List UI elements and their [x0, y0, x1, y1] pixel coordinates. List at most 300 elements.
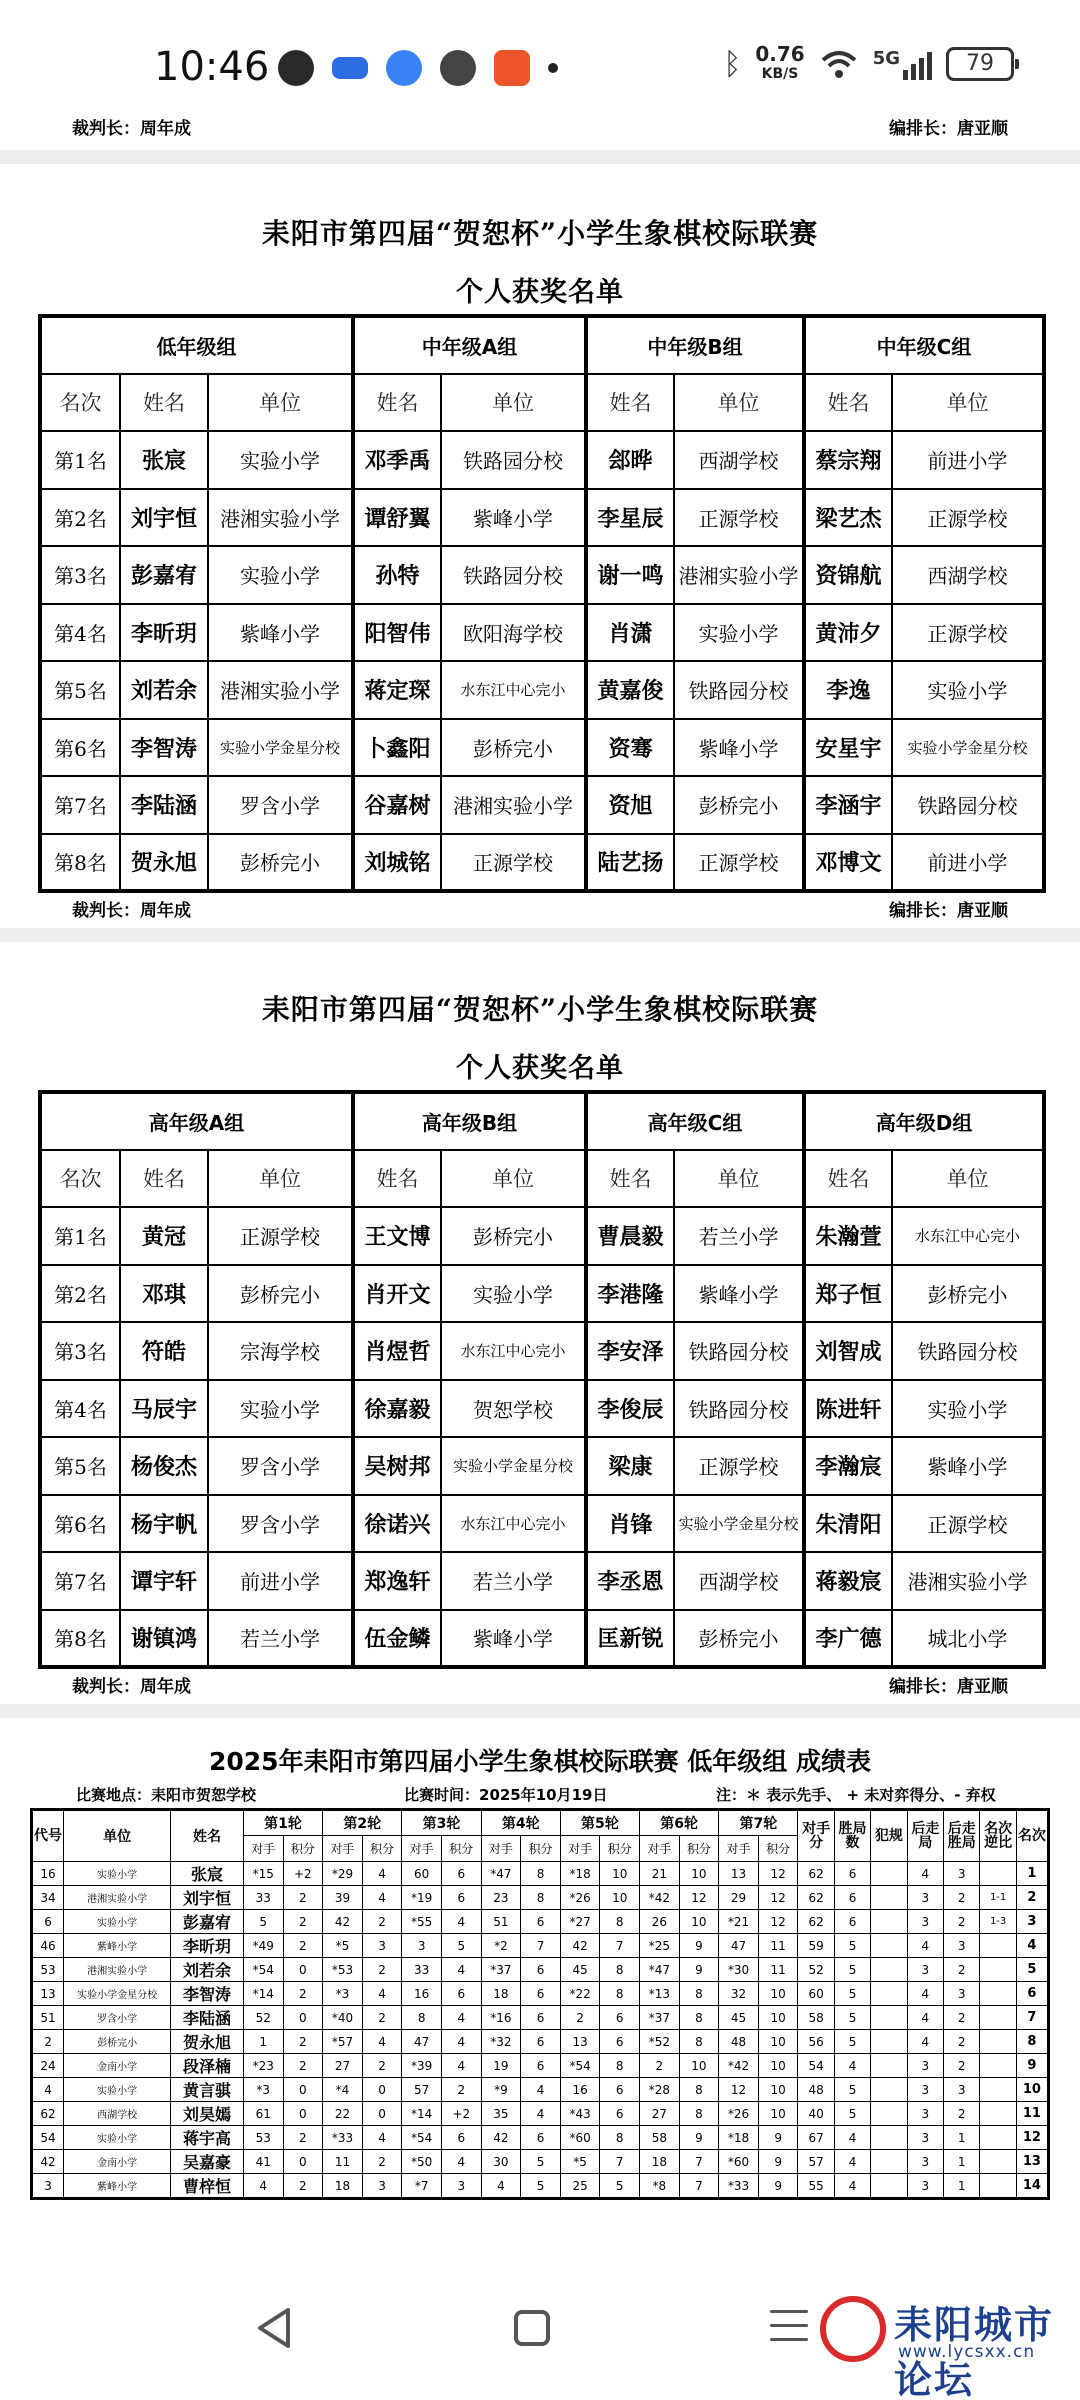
table-row	[32, 1886, 1049, 1910]
col-header-unit: 单位	[892, 374, 1044, 432]
notification-icons	[278, 50, 558, 86]
round-points: 8	[600, 2126, 640, 2150]
winner-name: 马辰宇	[120, 1380, 208, 1438]
head-to-head	[980, 2006, 1016, 2030]
system-icons	[723, 44, 1014, 84]
round-opponent: 21	[640, 1862, 680, 1886]
winner-name: 郐晔	[586, 431, 674, 489]
battery-icon: 79	[946, 47, 1014, 81]
winner-name: 谢镇鸿	[120, 1610, 208, 1668]
referee-line-sheet2	[0, 1668, 1080, 1696]
round-opponent: *30	[719, 1958, 759, 1982]
col-header-opp-score: 对手分	[798, 1810, 834, 1862]
col-header-unit: 单位	[208, 374, 353, 432]
table-row	[32, 1982, 1049, 2006]
winner-unit: 实验小学金星分校	[674, 1495, 804, 1553]
round-points: 10	[679, 2054, 719, 2078]
round-opponent: 18	[481, 1982, 521, 2006]
head-to-head	[980, 2174, 1016, 2199]
more-dot-icon	[548, 63, 558, 73]
player-name: 李智涛	[171, 1982, 244, 2006]
col-header-name: 姓名	[586, 1150, 674, 1208]
round-points: 7	[600, 1934, 640, 1958]
winner-name: 李星辰	[586, 489, 674, 547]
winner-unit: 正源学校	[892, 604, 1044, 662]
winner-name: 刘若余	[120, 661, 208, 719]
rank-cell: 第3名	[40, 1322, 120, 1380]
award-row	[40, 1207, 1044, 1265]
final-rank: 14	[1016, 2174, 1048, 2199]
group-header: 低年级组	[40, 316, 353, 374]
menu-icon[interactable]	[770, 2310, 808, 2352]
round-opponent: 61	[243, 2102, 283, 2126]
winner-unit: 前进小学	[892, 431, 1044, 489]
black-games: 4	[907, 2030, 943, 2054]
winner-unit: 铁路园分校	[892, 1322, 1044, 1380]
round-points: 8	[679, 1982, 719, 2006]
winner-unit: 正源学校	[674, 489, 804, 547]
round-points: 10	[758, 2006, 798, 2030]
winner-unit: 实验小学金星分校	[892, 719, 1044, 777]
player-no: 53	[32, 1958, 64, 1982]
player-unit: 罗含小学	[64, 2006, 171, 2030]
winner-name: 蒋定琛	[353, 661, 441, 719]
round-opponent: *14	[243, 1982, 283, 2006]
wins: 5	[834, 2006, 870, 2030]
round-header: 第2轮	[323, 1810, 402, 1836]
winner-unit: 铁路园分校	[441, 431, 586, 489]
round-points: 6	[521, 2054, 561, 2078]
round-opponent: *9	[481, 2078, 521, 2102]
round-points: 2	[283, 2030, 323, 2054]
fouls	[871, 2030, 907, 2054]
opponent-score: 62	[798, 1862, 834, 1886]
round-points: 6	[600, 2078, 640, 2102]
round-opponent: 27	[323, 2054, 363, 2078]
winner-unit: 港湘实验小学	[441, 776, 586, 834]
winner-name: 李俊辰	[586, 1380, 674, 1438]
round-points: 2	[362, 1910, 402, 1934]
round-points: 6	[521, 2030, 561, 2054]
round-opponent: *26	[560, 1886, 600, 1910]
player-name: 张宸	[171, 1862, 244, 1886]
round-points: 4	[441, 1910, 481, 1934]
round-points: 6	[441, 1886, 481, 1910]
head-to-head	[980, 2150, 1016, 2174]
final-rank: 2	[1016, 1886, 1048, 1910]
fouls	[871, 2078, 907, 2102]
round-points: 9	[679, 1934, 719, 1958]
winner-unit: 彭桥完小	[674, 1610, 804, 1668]
table-row	[32, 2006, 1049, 2030]
table-row	[32, 2054, 1049, 2078]
winner-name: 杨俊杰	[120, 1437, 208, 1495]
round-points: 0	[283, 2102, 323, 2126]
winner-unit: 水东江中心完小	[441, 661, 586, 719]
round-opponent: *2	[481, 1934, 521, 1958]
winner-unit: 彭桥完小	[892, 1265, 1044, 1323]
round-points: 0	[362, 2102, 402, 2126]
round-opponent: 19	[481, 2054, 521, 2078]
round-opponent: *49	[243, 1934, 283, 1958]
award-row	[40, 1610, 1044, 1668]
referee-line-top	[0, 110, 1080, 138]
final-rank: 3	[1016, 1910, 1048, 1934]
round-points: 4	[362, 2126, 402, 2150]
player-name: 刘昊嫣	[171, 2102, 244, 2126]
round-points: 8	[679, 2078, 719, 2102]
round-points: 8	[600, 1982, 640, 2006]
round-points: 0	[283, 2078, 323, 2102]
round-opponent: *19	[402, 1886, 442, 1910]
round-points: 2	[362, 2054, 402, 2078]
round-opponent: 29	[719, 1886, 759, 1910]
rank-cell: 第7名	[40, 776, 120, 834]
sheet-gap	[0, 150, 1080, 164]
player-name: 刘宇恒	[171, 1886, 244, 1910]
round-opponent: 2	[640, 2054, 680, 2078]
net-speed-unit: KB/S	[761, 66, 799, 82]
winner-unit: 正源学校	[441, 834, 586, 892]
round-opponent: 4	[481, 2174, 521, 2199]
winner-name: 李智涛	[120, 719, 208, 777]
winner-name: 郑逸轩	[353, 1552, 441, 1610]
winner-unit: 若兰小学	[441, 1552, 586, 1610]
winner-name: 谭舒翼	[353, 489, 441, 547]
black-games: 4	[907, 2006, 943, 2030]
col-header-name: 姓名	[353, 374, 441, 432]
table-row	[32, 1862, 1049, 1886]
round-points: 6	[600, 2102, 640, 2126]
final-rank: 11	[1016, 2102, 1048, 2126]
opponent-score: 57	[798, 2150, 834, 2174]
round-opponent: 42	[323, 1910, 363, 1934]
round-points: 2	[362, 2006, 402, 2030]
player-no: 34	[32, 1886, 64, 1910]
col-header-points: 积分	[362, 1836, 402, 1862]
rank-cell: 第4名	[40, 1380, 120, 1438]
winner-name: 安星宇	[804, 719, 892, 777]
round-opponent: 57	[402, 2078, 442, 2102]
navigation-bar	[0, 2262, 1080, 2400]
round-points: 2	[283, 2054, 323, 2078]
winner-name: 曹晨毅	[586, 1207, 674, 1265]
player-name: 李昕玥	[171, 1934, 244, 1958]
round-opponent: *52	[640, 2030, 680, 2054]
black-games: 4	[907, 1862, 943, 1886]
winner-name: 郑子恒	[804, 1265, 892, 1323]
player-name: 刘若余	[171, 1958, 244, 1982]
winner-name: 邓琪	[120, 1265, 208, 1323]
round-opponent: *47	[481, 1862, 521, 1886]
round-opponent: 25	[560, 2174, 600, 2199]
group-header: 高年级A组	[40, 1092, 353, 1150]
round-opponent: 22	[323, 2102, 363, 2126]
winner-unit: 西湖学校	[674, 1552, 804, 1610]
winner-name: 肖潇	[586, 604, 674, 662]
winner-unit: 港湘实验小学	[892, 1552, 1044, 1610]
opponent-score: 67	[798, 2126, 834, 2150]
round-opponent: 39	[323, 1886, 363, 1910]
round-opponent: 33	[402, 1958, 442, 1982]
final-rank: 9	[1016, 2054, 1048, 2078]
winner-unit: 铁路园分校	[892, 776, 1044, 834]
opponent-score: 59	[798, 1934, 834, 1958]
col-header-unit: 单位	[441, 374, 586, 432]
winner-unit: 实验小学金星分校	[441, 1437, 586, 1495]
round-opponent: 42	[560, 1934, 600, 1958]
round-points: 9	[758, 2150, 798, 2174]
col-header-name: 姓名	[804, 374, 892, 432]
winner-name: 李安泽	[586, 1322, 674, 1380]
round-opponent: 3	[402, 1934, 442, 1958]
award-row	[40, 719, 1044, 777]
opponent-score: 55	[798, 2174, 834, 2199]
player-no: 42	[32, 2150, 64, 2174]
black-wins: 2	[944, 1958, 980, 1982]
winner-unit: 前进小学	[892, 834, 1044, 892]
table-row	[32, 1934, 1049, 1958]
net-speed	[755, 44, 804, 84]
winner-unit: 西湖学校	[892, 546, 1044, 604]
winner-name: 刘城铭	[353, 834, 441, 892]
round-points: 6	[521, 2126, 561, 2150]
player-name: 李陆涵	[171, 2006, 244, 2030]
winner-name: 卜鑫阳	[353, 719, 441, 777]
black-games: 3	[907, 2174, 943, 2199]
status-bar	[0, 0, 1080, 120]
network-type: 5G	[872, 48, 900, 69]
award-row	[40, 1265, 1044, 1323]
round-points: +2	[283, 1862, 323, 1886]
wifi-icon	[819, 48, 859, 80]
round-points: 7	[679, 2150, 719, 2174]
round-points: 4	[362, 1886, 402, 1910]
round-points: 6	[521, 1958, 561, 1982]
round-header: 第4轮	[481, 1810, 560, 1836]
round-points: 3	[441, 2174, 481, 2199]
round-points: 5	[600, 2174, 640, 2199]
winner-name: 资骞	[586, 719, 674, 777]
award-row	[40, 1380, 1044, 1438]
round-points: +2	[441, 2102, 481, 2126]
round-opponent: 12	[719, 2078, 759, 2102]
winner-unit: 若兰小学	[208, 1610, 353, 1668]
black-games: 3	[907, 2126, 943, 2150]
round-opponent: *16	[481, 2006, 521, 2030]
winner-name: 谭宇轩	[120, 1552, 208, 1610]
winner-name: 肖煜哲	[353, 1322, 441, 1380]
winner-unit: 水东江中心完小	[441, 1322, 586, 1380]
video-app-icon	[494, 50, 530, 86]
col-header-unit: 单位	[64, 1810, 171, 1862]
winner-unit: 西湖学校	[674, 431, 804, 489]
round-opponent: *21	[719, 1910, 759, 1934]
winner-name: 邓博文	[804, 834, 892, 892]
col-header-unit: 单位	[674, 1150, 804, 1208]
col-header-unit: 单位	[441, 1150, 586, 1208]
round-opponent: 32	[719, 1982, 759, 2006]
award-row	[40, 546, 1044, 604]
round-opponent: *13	[640, 1982, 680, 2006]
round-opponent: 16	[560, 2078, 600, 2102]
round-opponent: 47	[719, 1934, 759, 1958]
col-header-name: 姓名	[120, 374, 208, 432]
round-opponent: *42	[719, 2054, 759, 2078]
round-points: 10	[600, 1886, 640, 1910]
opponent-score: 52	[798, 1958, 834, 1982]
col-header-opponent: 对手	[323, 1836, 363, 1862]
round-header: 第5轮	[560, 1810, 639, 1836]
home-icon[interactable]	[514, 2310, 550, 2346]
winner-unit: 宗海学校	[208, 1322, 353, 1380]
col-header-black-wins: 后走胜局	[944, 1810, 980, 1862]
col-header-opponent: 对手	[402, 1836, 442, 1862]
round-opponent: 51	[481, 1910, 521, 1934]
winner-name: 谷嘉树	[353, 776, 441, 834]
winner-name: 杨宇帆	[120, 1495, 208, 1553]
black-wins: 3	[944, 1862, 980, 1886]
winner-name: 陆艺扬	[586, 834, 674, 892]
round-opponent: 45	[719, 2006, 759, 2030]
player-unit: 金南小学	[64, 2054, 171, 2078]
winner-name: 蒋毅宸	[804, 1552, 892, 1610]
col-header-rank: 名次	[40, 374, 120, 432]
table-row	[32, 2174, 1049, 2199]
award-table-sheet2	[38, 1090, 1046, 1669]
player-no: 62	[32, 2102, 64, 2126]
browser-icon	[386, 50, 422, 86]
sheet-gap	[0, 928, 1080, 942]
round-points: 7	[679, 2174, 719, 2199]
round-header: 第6轮	[640, 1810, 719, 1836]
round-opponent: 52	[243, 2006, 283, 2030]
fouls	[871, 2150, 907, 2174]
round-header: 第7轮	[719, 1810, 798, 1836]
round-opponent: 27	[640, 2102, 680, 2126]
round-points: 0	[283, 2150, 323, 2174]
winner-name: 朱瀚萱	[804, 1207, 892, 1265]
final-rank: 13	[1016, 2150, 1048, 2174]
round-points: 7	[521, 1934, 561, 1958]
winner-name: 李丞恩	[586, 1552, 674, 1610]
player-unit: 实验小学	[64, 2078, 171, 2102]
final-rank: 1	[1016, 1862, 1048, 1886]
winner-name: 刘智成	[804, 1322, 892, 1380]
round-opponent: *15	[243, 1862, 283, 1886]
round-points: 9	[679, 1958, 719, 1982]
player-no: 2	[32, 2030, 64, 2054]
winner-unit: 正源学校	[674, 834, 804, 892]
winner-name: 李昕玥	[120, 604, 208, 662]
winner-unit: 紫峰小学	[892, 1437, 1044, 1495]
round-opponent: *5	[560, 2150, 600, 2174]
award-row	[40, 1322, 1044, 1380]
col-header-unit: 单位	[674, 374, 804, 432]
winner-unit: 实验小学	[441, 1265, 586, 1323]
round-points: 0	[283, 1958, 323, 1982]
chief-arranger: 编排长：唐亚顺	[889, 119, 1008, 139]
player-unit: 实验小学	[64, 1910, 171, 1934]
award-row	[40, 604, 1044, 662]
group-header: 中年级B组	[586, 316, 804, 374]
watermark-url: www.lycsxx.cn	[898, 2342, 1036, 2362]
player-unit: 西湖学校	[64, 2102, 171, 2126]
round-opponent: *23	[243, 2054, 283, 2078]
rank-cell: 第6名	[40, 1495, 120, 1553]
player-unit: 紫峰小学	[64, 2174, 171, 2199]
results-title: 2025年耒阳市第四届小学生象棋校际联赛 低年级组 成绩表	[209, 1747, 871, 1776]
winner-unit: 城北小学	[892, 1610, 1044, 1668]
winner-name: 符皓	[120, 1322, 208, 1380]
round-points: 4	[441, 2006, 481, 2030]
winner-unit: 铁路园分校	[674, 1322, 804, 1380]
bluetooth-icon: ᛒ	[723, 46, 742, 82]
black-games: 3	[907, 2078, 943, 2102]
round-opponent: 5	[243, 1910, 283, 1934]
round-points: 2	[362, 1958, 402, 1982]
round-opponent: *4	[323, 2078, 363, 2102]
round-points: 6	[441, 1862, 481, 1886]
rank-cell: 第3名	[40, 546, 120, 604]
round-opponent: *5	[323, 1934, 363, 1958]
winner-name: 阳智伟	[353, 604, 441, 662]
round-opponent: *37	[481, 1958, 521, 1982]
black-games: 3	[907, 2102, 943, 2126]
round-opponent: 4	[243, 2174, 283, 2199]
group-header: 中年级C组	[804, 316, 1044, 374]
col-header-name: 姓名	[586, 374, 674, 432]
opponent-score: 40	[798, 2102, 834, 2126]
black-wins: 2	[944, 2054, 980, 2078]
table-row	[32, 1910, 1049, 1934]
table-row	[32, 2030, 1049, 2054]
wins: 4	[834, 2054, 870, 2078]
round-points: 4	[521, 2102, 561, 2126]
player-no: 24	[32, 2054, 64, 2078]
opponent-score: 56	[798, 2030, 834, 2054]
table-row	[32, 2150, 1049, 2174]
sheet1-title: 耒阳市第四届“贺恕杯”小学生象棋校际联赛	[261, 217, 819, 250]
back-icon[interactable]	[254, 2306, 294, 2350]
black-wins: 3	[944, 1982, 980, 2006]
winner-name: 李广德	[804, 1610, 892, 1668]
fouls	[871, 2102, 907, 2126]
winner-unit: 实验小学	[892, 1380, 1044, 1438]
wins: 5	[834, 1982, 870, 2006]
round-points: 10	[679, 1910, 719, 1934]
round-points: 8	[679, 2102, 719, 2126]
head-to-head	[980, 2054, 1016, 2078]
round-opponent: 8	[402, 2006, 442, 2030]
wins: 4	[834, 2150, 870, 2174]
col-header-points: 积分	[283, 1836, 323, 1862]
round-points: 8	[679, 2030, 719, 2054]
round-opponent: 26	[640, 1910, 680, 1934]
round-opponent: *54	[243, 1958, 283, 1982]
wins: 5	[834, 1934, 870, 1958]
col-header-wins: 胜局数	[834, 1810, 870, 1862]
round-opponent: *29	[323, 1862, 363, 1886]
fouls	[871, 1958, 907, 1982]
winner-name: 梁艺杰	[804, 489, 892, 547]
round-points: 8	[600, 2054, 640, 2078]
col-header-unit: 单位	[208, 1150, 353, 1208]
col-header-name: 姓名	[120, 1150, 208, 1208]
head-to-head: 1-1	[980, 1886, 1016, 1910]
col-header-opponent: 对手	[719, 1836, 759, 1862]
forum-logo-icon	[820, 2296, 886, 2362]
